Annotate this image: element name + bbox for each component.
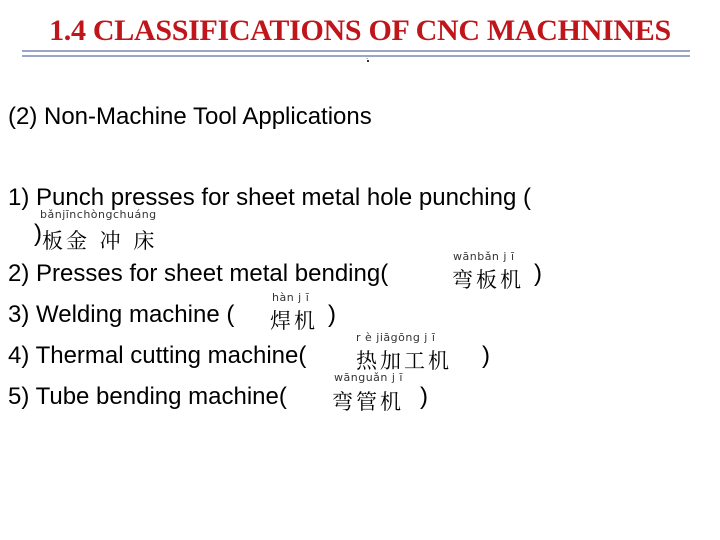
- list-item-2-pinyin: wānbǎn j ī: [453, 250, 515, 263]
- list-item-4-text: 4) Thermal cutting machine(: [8, 342, 307, 369]
- list-item-3-hanzi: 焊机: [270, 309, 318, 333]
- list-item-2-hanzi: 弯板机: [452, 268, 524, 292]
- section-heading: (2) Non-Machine Tool Applications: [8, 103, 372, 130]
- list-item-4-hanzi: 热加工机: [356, 349, 452, 373]
- list-item-5-close: ): [420, 383, 428, 410]
- list-item-3-pinyin: hàn j ī: [272, 291, 310, 304]
- list-item-2-text: 2) Presses for sheet metal bending(: [8, 260, 389, 287]
- list-item-3-text: 3) Welding machine (: [8, 301, 235, 328]
- title-divider-bottom: [22, 55, 690, 57]
- list-item-5-pinyin: wānguǎn j ī: [334, 371, 403, 384]
- list-item-5-text: 5) Tube bending machine(: [8, 383, 287, 410]
- list-item-4-close: ): [482, 342, 490, 369]
- list-item-1-text: 1) Punch presses for sheet metal hole punching (: [8, 184, 531, 211]
- subtitle-dot-text: .: [366, 52, 369, 61]
- list-item-3-close: ): [328, 301, 336, 328]
- list-item-1-hanzi: 板金 冲 床: [42, 229, 158, 253]
- list-item-1-pinyin: bǎnjīnchòngchuáng: [40, 208, 157, 221]
- list-item-5-hanzi: 弯管机: [332, 390, 404, 414]
- list-item-1-close: ): [34, 220, 42, 247]
- title-divider-top: [22, 50, 690, 52]
- list-item-4-pinyin: r è jiāgōng j ī: [356, 331, 436, 344]
- list-item-2-close: ): [534, 260, 542, 287]
- slide-title: 1.4 CLASSIFICATIONS OF CNC MACHNINES: [49, 14, 671, 47]
